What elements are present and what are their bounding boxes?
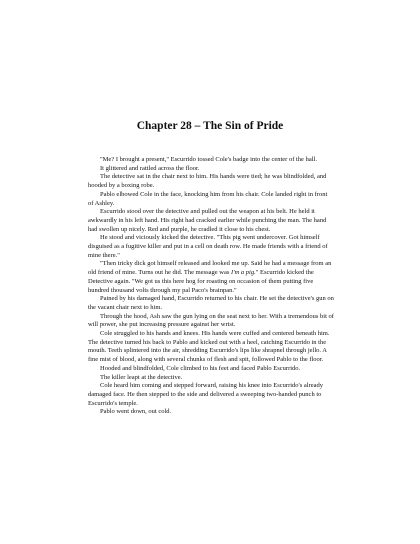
paragraph: Pablo elbowed Cole in the face, knocking him from his chair. Cole landed right in front of Ashley. xyxy=(88,190,328,207)
paragraph: Through the hood, Ash saw the gun lying on the seat next to her. With a tremendous bit of will power, she put increasing pressure against her wrist. xyxy=(88,312,334,329)
paragraph: "Then tricky dick got himself released and looked me up. Said he had a message from an old friend of mine. Turns out he did. The message was I'm a pig." Escurrido kicked the Detective again. "We got us this here hog for roasting on occasion of them putting five hundred thousand volts through my pal Paco's brainpan." xyxy=(88,260,332,294)
italic-phrase: I'm a pig. xyxy=(231,269,256,277)
paragraph: Hooded and blindfolded, Cole climbed to his feet and faced Pablo Escurrido. xyxy=(100,364,301,372)
paragraph: Escurrido stood over the detective and pulled out the weapon at his belt. He held it awkwardly in his left hand. His right had cracked earlier while punching the man. The hand had swollen up nicely. Red and purple, he cradled it close to his chest. xyxy=(88,208,327,233)
paragraph: "Me? I brought a present," Escurrido tossed Cole's badge into the center of the hall. xyxy=(100,156,317,163)
paragraph: Pablo went down, out cold. xyxy=(100,408,172,416)
paragraph: Cole struggled to his hands and knees. His hands were cuffed and centered beneath him. The detective turned his back to Pablo and kicked out with a heel, catching Escurrido in the mouth. Teeth splintered into the air, shredding Escurrido's lips like shrapnel through jello. A fine mist of blood, along with several chunks of flesh and spit, followed Pablo to the floor. xyxy=(88,330,330,364)
paragraph: The detective sat in the chair next to him. His hands were tied; he was blindfolded, and hooded by a boxing robe. xyxy=(88,173,327,190)
paragraph: It glittered and rattled across the floor. xyxy=(100,164,200,172)
paragraph: Cole heard him coming and stepped forward, raising his knee into Escurrido's already damaged face. He then stepped to the side and delivered a sweeping two-handed punch to Escurrido's temple. xyxy=(88,382,324,407)
chapter-body xyxy=(88,156,334,417)
chapter-title: Chapter 28 – The Sin of Pride xyxy=(136,120,284,132)
paragraph: The killer leapt at the detective. xyxy=(100,373,183,381)
paragraph: He stood and viciously kicked the detective. "This pig went undercover. Got himself disguised as a fugitive killer and put in a cell on death row. He made friends with a friend of mine there." xyxy=(88,234,328,259)
paragraph: Pained by his damaged hand, Escurrido returned to his chair. He set the detective's gun on the vacant chair next to him. xyxy=(88,295,334,311)
